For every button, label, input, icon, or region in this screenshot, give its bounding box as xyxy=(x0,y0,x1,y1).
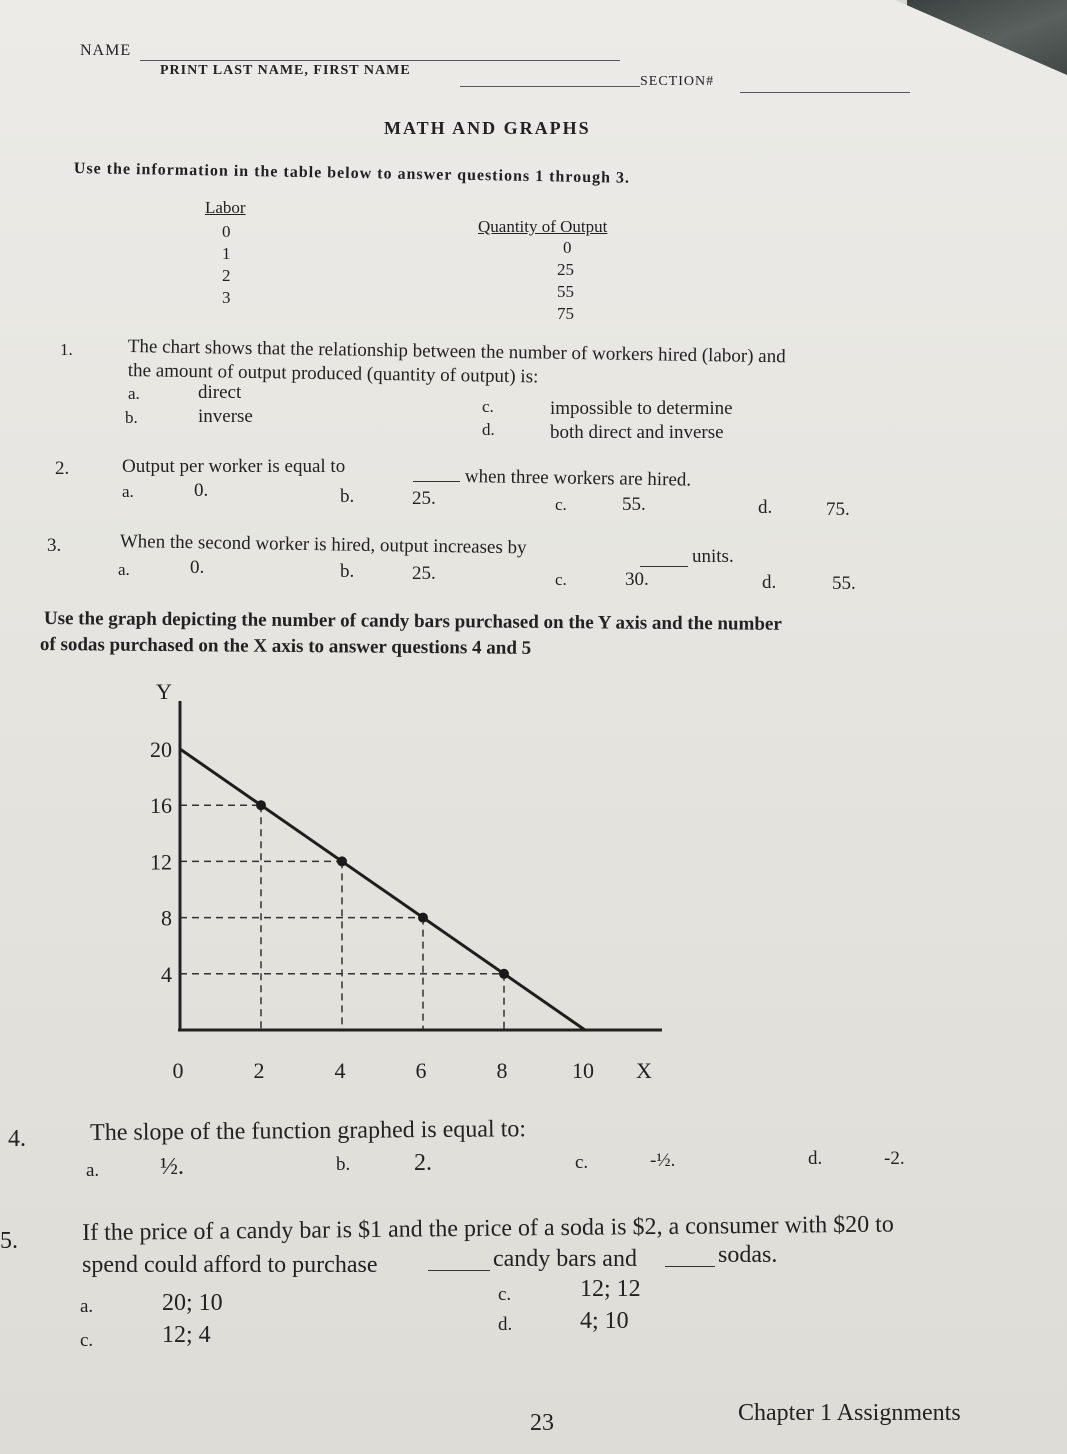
x-tick-label: 8 xyxy=(496,1058,508,1083)
labor-header: Labor xyxy=(205,198,246,217)
q3-number: 3. xyxy=(47,535,62,556)
q5-option-d-label: d. xyxy=(498,1314,513,1335)
q3-option-a-label: a. xyxy=(118,560,130,579)
labor-cell: 0 xyxy=(222,222,231,241)
q2-option-b: 25. xyxy=(412,488,436,509)
x-tick-label: 2 xyxy=(253,1058,265,1083)
name-label: NAME xyxy=(80,42,132,59)
q3-option-d-label: d. xyxy=(762,572,777,593)
output-header: Quantity of Output xyxy=(478,217,608,236)
labor-cell: 3 xyxy=(222,288,231,307)
q1-option-a: direct xyxy=(198,382,242,403)
print-name-label: PRINT LAST NAME, FIRST NAME xyxy=(160,63,411,78)
q2-text-before: Output per worker is equal to xyxy=(122,456,346,477)
table-instruction: Use the information in the table below to answer questions 1 through 3. xyxy=(73,160,631,187)
page-number: 23 xyxy=(530,1410,554,1436)
q4-option-d: -2. xyxy=(884,1148,905,1169)
q5-text-line2-part2: candy bars and xyxy=(493,1246,637,1272)
q3-option-c: 30. xyxy=(625,569,649,590)
q5-blank-soda xyxy=(665,1266,715,1267)
q1-option-a-label: a. xyxy=(128,384,140,403)
x-tick-label: 10 xyxy=(572,1058,594,1083)
q4-option-b-label: b. xyxy=(336,1154,351,1175)
x-tick-label: 4 xyxy=(334,1058,346,1083)
q5-text-line1: If the price of a candy bar is $1 and the price of a soda is $2, a consumer with $20 to xyxy=(82,1211,894,1246)
x-tick-label: 6 xyxy=(415,1058,427,1083)
q2-option-c: 55. xyxy=(622,494,646,515)
q3-text-after: units. xyxy=(692,546,734,567)
page-title: MATH AND GRAPHS xyxy=(384,118,591,138)
q1-option-c: impossible to determine xyxy=(550,398,733,419)
q5-text-line2-part3: sodas. xyxy=(718,1242,778,1268)
y-tick-label: 12 xyxy=(150,849,172,875)
q5-number: 5. xyxy=(0,1228,18,1254)
output-cell: 55 xyxy=(557,282,574,301)
q4-option-d-label: d. xyxy=(808,1148,823,1169)
q2-option-d: 75. xyxy=(826,499,850,520)
y-axis-label: Y xyxy=(156,679,172,704)
q3-text-before: When the second worker is hired, output increases by xyxy=(119,531,527,559)
q5-option-d: 4; 10 xyxy=(580,1308,629,1334)
q5-option-a: 20; 10 xyxy=(162,1290,223,1316)
q2-option-b-label: b. xyxy=(340,486,355,507)
q5-option-c2-label: c. xyxy=(498,1284,512,1305)
data-point xyxy=(418,913,428,923)
q2-option-a-label: a. xyxy=(122,482,134,501)
q5-option-c-label: c. xyxy=(80,1330,94,1351)
output-cell: 25 xyxy=(557,260,574,279)
y-tick-label: 8 xyxy=(161,905,172,931)
graph-instruction-line2: of sodas purchased on the X axis to answer questions 4 and 5 xyxy=(39,634,532,659)
q5-blank-candy xyxy=(428,1270,490,1271)
output-cell: 75 xyxy=(557,304,574,323)
data-point xyxy=(337,856,347,866)
q2-option-a: 0. xyxy=(194,480,209,501)
q2-text-after: when three workers are hired. xyxy=(464,466,692,491)
q1-text-line1: The chart shows that the relationship between the number of workers hired (labor) and xyxy=(127,336,786,368)
output-cell: 0 xyxy=(563,238,572,257)
labor-cell: 1 xyxy=(222,244,231,263)
y-tick-label: 16 xyxy=(150,793,172,819)
graph-instruction-line1: Use the graph depicting the number of candy bars purchased on the Y axis and the number xyxy=(43,608,782,635)
labor-cell: 2 xyxy=(222,266,231,285)
q3-option-c-label: c. xyxy=(555,570,567,589)
q1-option-b: inverse xyxy=(198,406,253,427)
q1-option-d-label: d. xyxy=(482,420,495,439)
q4-option-c: -½. xyxy=(650,1150,676,1171)
data-point xyxy=(256,800,266,810)
section-label: SECTION# xyxy=(640,74,715,89)
q4-option-b: 2. xyxy=(414,1150,432,1176)
q5-option-c: 12; 4 xyxy=(162,1322,211,1348)
q3-option-d: 55. xyxy=(832,573,856,594)
q4-option-c-label: c. xyxy=(575,1152,589,1173)
y-tick-label: 4 xyxy=(161,961,172,987)
q2-option-d-label: d. xyxy=(758,497,773,518)
q4-text: The slope of the function graphed is equal to: xyxy=(90,1116,527,1146)
data-point xyxy=(499,969,509,979)
q1-option-d: both direct and inverse xyxy=(550,422,724,443)
q3-option-b-label: b. xyxy=(340,561,355,582)
q5-option-a-label: a. xyxy=(80,1296,94,1317)
q4-option-a-label: a. xyxy=(86,1160,100,1181)
x-tick-label: 0 xyxy=(172,1058,184,1083)
y-tick-label: 20 xyxy=(150,737,172,762)
q5-text-line2-part1: spend could afford to purchase xyxy=(82,1252,378,1278)
chapter-label: Chapter 1 Assignments xyxy=(738,1400,961,1426)
q1-option-b-label: b. xyxy=(125,408,138,427)
x-axis-label: X xyxy=(636,1058,652,1083)
budget-line xyxy=(180,749,585,1030)
q1-option-c-label: c. xyxy=(482,397,494,416)
q2-number: 2. xyxy=(55,458,70,479)
q2-option-c-label: c. xyxy=(555,495,567,514)
q5-option-c2: 12; 12 xyxy=(580,1276,641,1302)
q1-number: 1. xyxy=(60,340,73,359)
q1-text-line2: the amount of output produced (quantity of output) is: xyxy=(127,360,539,388)
q3-option-b: 25. xyxy=(412,563,436,584)
q4-number: 4. xyxy=(8,1126,26,1152)
q3-option-a: 0. xyxy=(190,557,205,578)
q4-option-a: ½. xyxy=(160,1154,184,1180)
